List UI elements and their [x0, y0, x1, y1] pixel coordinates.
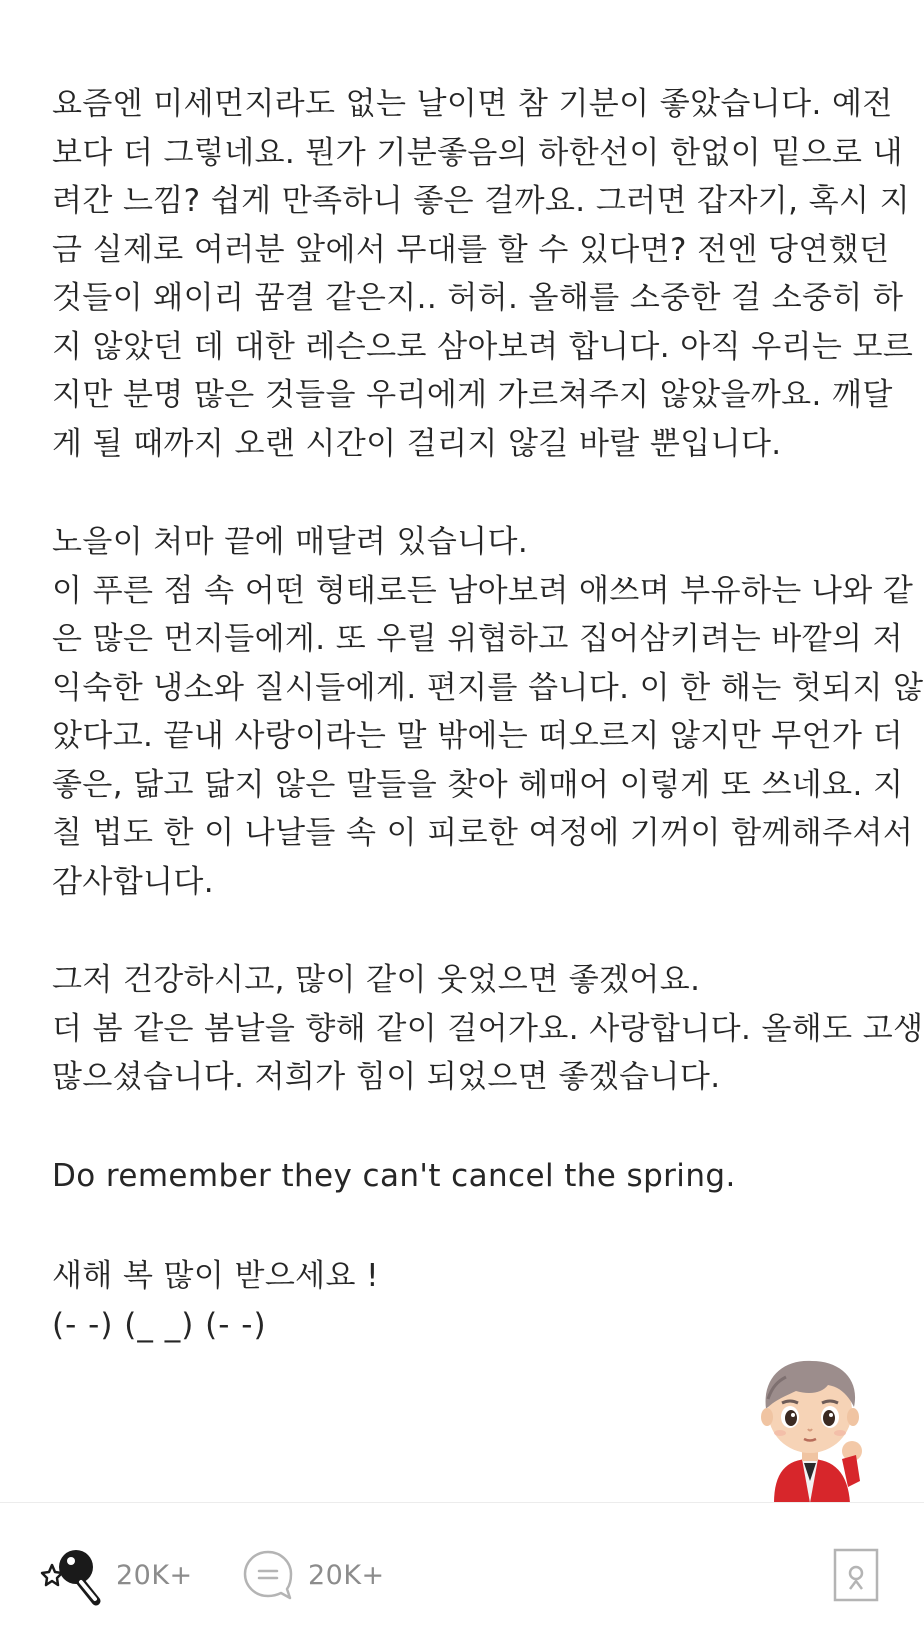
- paragraph-spacer: [52, 1102, 882, 1152]
- paragraph-spacer: [52, 1200, 882, 1252]
- bomb-star-like-icon: [40, 1543, 104, 1607]
- text-line: 요즘엔 미세먼지라도 없는 날이면 참 기분이 좋았습니다. 예전: [52, 86, 893, 122]
- bookmark-icon[interactable]: [832, 1547, 880, 1603]
- text-line: 더 봄 같은 봄날을 향해 같이 걸어가요. 사랑합니다. 올해도 고생: [52, 1010, 924, 1047]
- comment-count: 20K+: [308, 1559, 385, 1591]
- like-button[interactable]: [40, 1539, 193, 1611]
- text-line: 그저 건강하시고, 많이 같이 웃었으면 좋겠어요.: [52, 962, 701, 998]
- text-line: 새해 복 많이 받으세요 !: [52, 1258, 379, 1294]
- post-body: [52, 80, 924, 1349]
- text-line: 익숙한 냉소와 질시들에게. 편지를 씁니다. 이 한 해는 헛되지 않: [52, 669, 924, 706]
- text-line: 지 않았던 데 대한 레슨으로 삼아보려 합니다. 아직 우리는 모르: [52, 328, 914, 365]
- text-line: 감사합니다.: [52, 863, 214, 900]
- text-line: 칠 법도 한 이 나날들 속 이 피로한 여정에 기꺼이 함께해주셔서: [52, 815, 914, 851]
- english-line: [52, 1152, 882, 1201]
- text-line: 금 실제로 여러분 앞에서 무대를 할 수 있다면? 전엔 당연했던: [52, 231, 890, 268]
- text-line: 많으셨습니다. 저희가 힘이 되었으면 좋겠습니다.: [52, 1059, 721, 1095]
- like-count: 20K+: [116, 1559, 193, 1591]
- text-line: 이 푸른 점 속 어떤 형태로든 남아보려 애쓰며 부유하는 나와 같: [52, 572, 914, 609]
- text-line: 게 될 때까지 오랜 시간이 걸리지 않길 바랄 뿐입니다.: [52, 425, 782, 462]
- post-action-bar: [0, 1502, 924, 1644]
- text-line: 았다고. 끝내 사랑이라는 말 밖에는 떠오르지 않지만 무언가 더: [52, 718, 903, 754]
- paragraph-spacer: [52, 906, 882, 956]
- text-line: 은 많은 먼지들에게. 또 우릴 위협하고 집어삼키려는 바깥의 저: [52, 621, 903, 657]
- text-line: 지만 분명 많은 것들을 우리에게 가르쳐주지 않았을까요. 깨달: [52, 377, 893, 413]
- new-year-greeting: [52, 1252, 882, 1349]
- text-line: Do remember they can't cancel the spring.: [52, 1157, 736, 1194]
- character-sticker: [752, 1355, 868, 1503]
- post-paragraph-1: [52, 80, 914, 468]
- text-line: 좋은, 닮고 닮지 않은 말들을 찾아 헤매어 이렇게 또 쓰네요. 지: [52, 766, 904, 803]
- text-line: 노을이 처마 끝에 매달려 있습니다.: [52, 524, 529, 560]
- text-line: 려간 느낌? 쉽게 만족하니 좋은 걸까요. 그러면 갑자기, 혹시 지: [52, 183, 910, 219]
- text-line: 보다 더 그렇네요. 뭔가 기분좋음의 하한선이 한없이 밑으로 내: [52, 134, 903, 171]
- post-paragraph-3: [52, 956, 924, 1102]
- paragraph-spacer: [52, 468, 882, 518]
- speech-bubble-icon: [240, 1547, 296, 1603]
- post-paragraph-2: [52, 518, 924, 906]
- bowing-emoticon: (- -) (_ _) (- -): [52, 1306, 267, 1343]
- comment-button[interactable]: [240, 1539, 385, 1611]
- text-line: 것들이 왜이리 꿈결 같은지.. 허허. 올해를 소중한 걸 소중히 하: [52, 280, 904, 316]
